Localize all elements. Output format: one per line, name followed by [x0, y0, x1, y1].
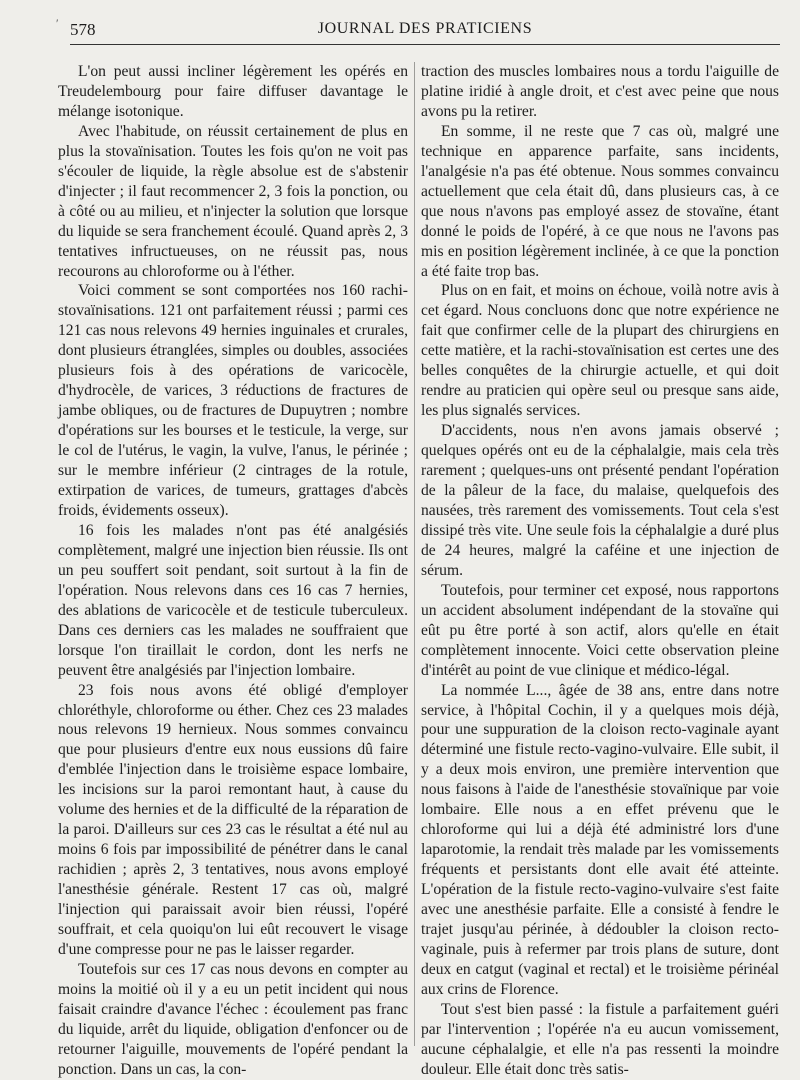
left-column: [58, 62, 408, 1078]
column-divider: [414, 62, 415, 1046]
paragraph: En somme, il ne reste que 7 cas où, malgré une technique en apparence parfaite, sans incidents, l'analgésie n'a pas été obtenue. Nous sommes convaincu actuellement que cela était dû, dans plusieurs cas, à ce que nous n'avons pas employé assez de stovaïne, étant donné le poids de l'opéré, à ce que nous ne l'avons pas mis en position légèrement inclinée, à ce que la ponction a été faite trop bas.: [421, 122, 779, 280]
paragraph: 16 fois les malades n'ont pas été analgésiés complètement, malgré une injection bien réussie. Ils ont un peu souffert soit pendant, soit surtout à la fin de l'opération. Nous relevons dans ces 16 cas 7 hernies, des ablations de varicocèle et de testicule tuberculeux. Dans ces derniers cas les malades ne souffraient que lorsque l'on tiraillait le cordon, dont les nerfs ne peuvent être analgésiés par l'injection lombaire.: [58, 521, 408, 679]
paragraph: L'on peut aussi incliner légèrement les opérés en Treudelembourg pour faire diffuser davantage le mélange isotonique.: [58, 63, 408, 120]
page-number: 578: [70, 20, 96, 39]
paragraph: Avec l'habitude, on réussit certainement de plus en plus la stovaïnisation. Toutes les fois qu'on ne voit pas s'écouler de liquide, la règle absolue est de s'abstenir d'injecter ; il faut recommencer 2, 3 fois la ponction, ou à côté ou au milieu, et n'injecter la solution que lorsque du liquide se sera franchement écoulé. Quand après 2, 3 tentatives infructueuses, on ne réussit pas, nous recourons au chloroforme ou à l'éther.: [58, 122, 408, 280]
corner-mark: ′: [56, 16, 59, 30]
paragraph: 23 fois nous avons été obligé d'employer chloréthyle, chloroforme ou éther. Chez ces 23 malades nous relevons 19 hernieux. Nous sommes convaincu que pour plusieurs d'entre eux nous eussions dû faire d'emblée l'injection dans le troisième espace lombaire, les incisions sur la paroi remontant haut, à cause du volume des hernies et de la difficulté de la réparation de la paroi. D'ailleurs sur ces 23 cas le résultat a été nul au moins 6 fois par impossibilité de pénétrer dans le canal rachidien ; après 2, 3 tentatives, nous avons employé l'anesthésie générale. Restent 17 cas où, malgré l'injection qui paraissait avoir bien réussi, l'opéré souffrait, et cela quoiqu'on lui eût recouvert le visage d'une compresse pour ne pas le laisser regarder.: [58, 681, 408, 958]
paragraph: Toutefois sur ces 17 cas nous devons en compter au moins la moitié où il y a eu un petit incident qui nous faisait craindre d'avance l'échec : écoulement pas franc du liquide, arrêt du liquide, obligation d'enfoncer ou de retourner l'aiguille, mouvements de l'opéré pendant la ponction. Dans un cas, la con-: [58, 960, 408, 1078]
paragraph: D'accidents, nous n'en avons jamais observé ; quelques opérés ont eu de la céphalalgie, mais cela très rarement ; quelques-uns ont présenté pendant l'opération de la pâleur de la face, du malaise, quelquefois des nausées, très rarement des vomissements. Tout cela s'est dissipé très vite. Une seule fois la céphalalgie a duré plus de 24 heures, malgré la caféine et une injection de sérum.: [421, 422, 779, 579]
paragraph: Tout s'est bien passé : la fistule a parfaitement guéri par l'intervention ; l'opérée n'a eu aucun vomissement, aucune céphalalgie, et elle n'a pas ressenti la moindre douleur. Elle était donc très satis-: [421, 1000, 779, 1078]
paragraph: Voici comment se sont comportées nos 160 rachi-stovaïnisations. 121 ont parfaitement réussi ; parmi ces 121 cas nous relevons 49 hernies inguinales et crurales, dont plusieurs étranglées, simples ou doubles, associées plusieurs fois à des opérations de varicocèle, d'hydrocèle, de varices, 3 réductions de fractures de jambe obliques, ou de fractures de Dupuytren ; nombre d'opérations sur les bourses et le testicule, la verge, sur le col de l'utérus, le vagin, la vulve, l'anus, le périnée ; sur le membre inférieur (2 cintrages de la rotule, extirpation de varices, de tumeurs, grattages d'abcès froids, évidements osseux).: [58, 282, 408, 519]
paragraph-continued: traction des muscles lombaires nous a tordu l'aiguille de platine iridié à angle droit, et c'est avec peine que nous avons pu la retirer.: [421, 63, 779, 120]
running-title: JOURNAL DES PRATICIENS: [317, 20, 533, 37]
page-header: [70, 16, 780, 45]
paragraph: La nommée L..., âgée de 38 ans, entre dans notre service, à l'hôpital Cochin, il y a quelques mois déjà, pour une suppuration de la cloison recto-vaginale ayant déterminé une fistule recto-vagino-vulvaire. Elle subit, il y a deux mois environ, une première intervention que nous faisons à l'aide de l'anesthésie stovaïnique par voie lombaire. Elle nous a en effet prévenu que le chloroforme qui lui a déjà été administré lors d'une laparotomie, la rendait très malade par les vomissements fréquents et persistants dont elle avait été atteinte. L'opération de la fistule recto-vagino-vulvaire s'est faite avec une anesthésie parfaite. Elle a consisté à fendre le trajet jusqu'au périnée, à dédoubler la cloison recto-vaginale, puis à refermer par trois plans de suture, dont deux en catgut (vaginal et rectal) et le troisième périnéal aux crins de Florence.: [421, 681, 779, 998]
right-column: [421, 62, 779, 1078]
paragraph: Toutefois, pour terminer cet exposé, nous rapportons un accident absolument indépendant de la stovaïne qui eût pu être porté à son actif, alors qu'elle en était complètement innocente. Voici cette observation pleine d'intérêt au point de vue clinique et médico-légal.: [421, 581, 779, 679]
paragraph: Plus on en fait, et moins on échoue, voilà notre avis à cet égard. Nous concluons donc que notre expérience ne fait que confirmer celle de la plupart des chirurgiens en cette matière, et la rachi-stovaïnisation est certes une des belles conquêtes de la chirurgie actuelle, et qui doit rendre au praticien qui opère seul ou presque sans aide, les plus signalés services.: [421, 282, 779, 420]
